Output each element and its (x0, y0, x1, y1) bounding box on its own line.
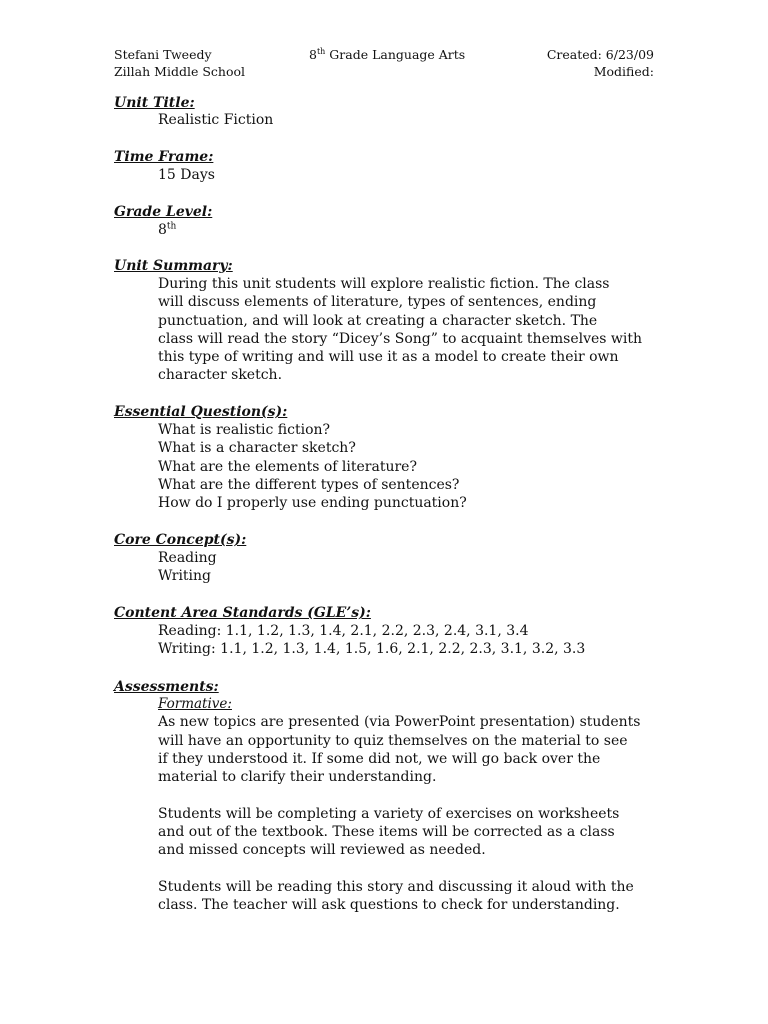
assessment-line: As new topics are presented (via PowerPoint presentation) students (158, 714, 641, 731)
question-item: What are the different types of sentences? (158, 476, 460, 493)
summary-line: class will read the story “Dicey’s Song” to acquaint themselves with (158, 330, 643, 347)
assessment-line: Students will be reading this story and discussing it aloud with the (158, 878, 634, 895)
essential-questions-list (158, 421, 658, 512)
course-grade-number: 8 (309, 47, 317, 62)
standard-item: Writing: 1.1, 1.2, 1.3, 1.4, 1.5, 1.6, 2.1, 2.2, 2.3, 3.1, 3.2, 3.3 (158, 641, 586, 658)
assessment-line: Students will be completing a variety of exercises on worksheets (158, 805, 620, 822)
core-concepts-label: Core Concept(s): (114, 532, 247, 548)
paragraph-gap (158, 786, 658, 804)
author-name: Stefani Tweedy (114, 47, 212, 62)
summary-line: this type of writing and will use it as a model to create their own (158, 349, 619, 366)
standards-label: Content Area Standards (GLE’s): (114, 605, 371, 621)
assessment-line: material to clarify their understanding. (158, 769, 437, 786)
created-date: Created: 6/23/09 (546, 47, 654, 62)
assessment-line: if they understood it. If some did not, we will go back over the (158, 750, 601, 767)
assessment-line: class. The teacher will ask questions to check for understanding. (158, 897, 620, 914)
time-frame-label: Time Frame: (114, 149, 214, 165)
unit-title-label: Unit Title: (114, 95, 195, 111)
assessments-text (158, 695, 658, 915)
standard-item: Reading: 1.1, 1.2, 1.3, 1.4, 2.1, 2.2, 2.3, 2.4, 3.1, 3.4 (158, 623, 529, 639)
assessment-line: and missed concepts will reviewed as needed. (158, 842, 486, 859)
unit-title-value: Realistic Fiction (158, 112, 274, 128)
unit-summary-text (158, 275, 658, 385)
concept-item: Reading (158, 550, 217, 566)
summary-line: character sketch. (158, 367, 283, 384)
grade-level-suffix: th (166, 221, 177, 232)
formative-label: Formative: (158, 696, 232, 712)
time-frame-value: 15 Days (158, 167, 215, 183)
course-grade-suffix: th (316, 46, 326, 56)
essential-questions-label: Essential Question(s): (114, 404, 288, 420)
unit-summary-label: Unit Summary: (114, 258, 233, 274)
grade-level-label: Grade Level: (114, 204, 213, 220)
grade-level-value (158, 221, 658, 239)
paragraph-gap (158, 860, 658, 878)
standards-list (158, 622, 658, 659)
question-item: What is a character sketch? (158, 440, 356, 457)
summary-line: During this unit students will explore realistic fiction. The class (158, 276, 610, 292)
summary-line: will discuss elements of literature, types of sentences, ending (158, 294, 597, 311)
core-concepts-list (158, 549, 658, 586)
school-name: Zillah Middle School (114, 64, 245, 79)
modified-date: Modified: (593, 64, 654, 79)
question-item: How do I properly use ending punctuation? (158, 495, 467, 512)
course-title: Grade Language Arts (325, 47, 466, 62)
assessment-line: and out of the textbook. These items will be corrected as a class (158, 824, 615, 841)
question-item: What is realistic fiction? (158, 422, 331, 438)
summary-line: punctuation, and will look at creating a character sketch. The (158, 312, 598, 329)
assessments-label: Assessments: (114, 679, 219, 695)
grade-level-number: 8 (158, 222, 167, 238)
assessment-line: will have an opportunity to quiz themselves on the material to see (158, 732, 628, 749)
course-name (309, 46, 465, 63)
question-item: What are the elements of literature? (158, 458, 417, 475)
concept-item: Writing (158, 568, 212, 585)
